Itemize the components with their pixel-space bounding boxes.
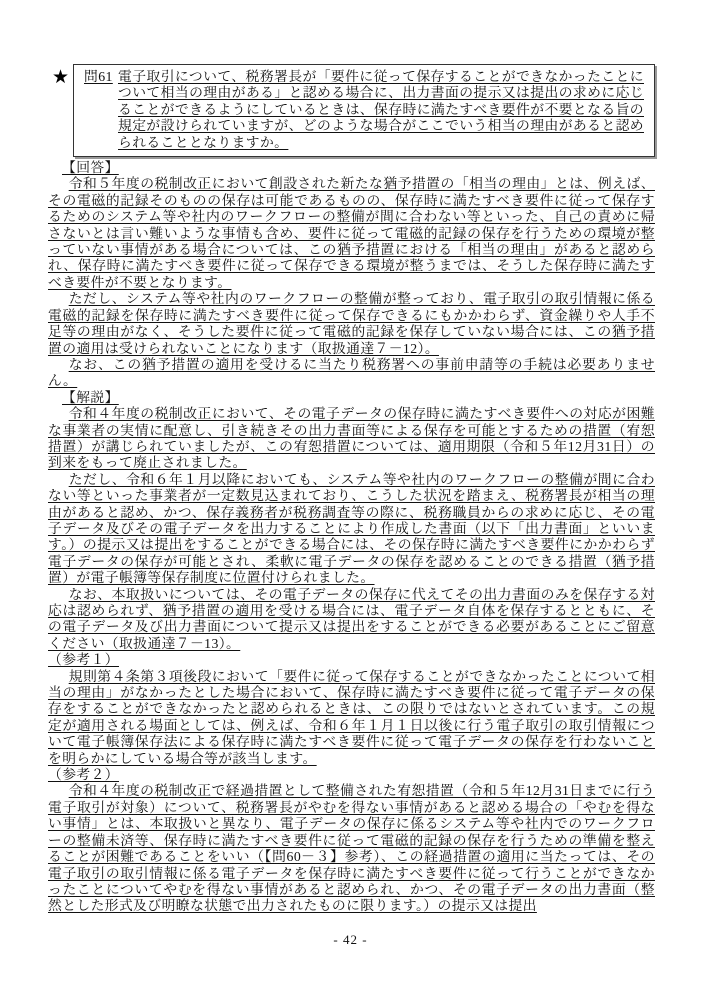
question-number-label: 問61: [84, 69, 113, 84]
answer-paragraph: なお、この猶予措置の適用を受けるに当たり税務署への事前申請等の手続は必要ありません。: [48, 356, 655, 389]
document-content: [48, 64, 655, 915]
question-box: [73, 64, 655, 157]
explanation-section: [48, 390, 655, 915]
reference1-text: 規則第４条第３項後段において「要件に従って保存することができなかったことについて相当の理由」がなかったとした場合において、保存時に満たすべき要件に従って電子データの保存をすることができなかったと認められるときは、この限りではないとされています。この規定が適用される場面としては、例えば、令和６年１月１日以後に行う電子取引の取引情報について電子帳簿保存法による保存時に満たすべき要件に従って電子データの保存を行わないことを明らかにしている場合等が該当します。: [48, 668, 655, 766]
reference2-label: （参考２）: [48, 767, 119, 783]
answer-section: [48, 160, 655, 390]
answer-heading: 【回答】: [62, 160, 119, 176]
answer-paragraph: 令和５年度の税制改正において創設された新たな猶予措置の「相当の理由」とは、例えば、その電磁的記録そのものの保存は可能であるものの、保存時に満たすべき要件に従って保存するためのシステム等や社内のワークフローの整備が間に合わない等といった、自己の責めに帰さないとは言い難いような事情も含め、要件に従って電磁的記録の保存を行うための環境が整っていない事情がある場合については、この猶予措置における「相当の理由」があると認められ、保存時に満たすべき要件に従って保存できる環境が整うまでは、そうした保存時に満たすべき要件が不要となります。: [48, 176, 655, 290]
reference2-text: 令和４年度の税制改正で経過措置として整備された宥恕措置（令和５年12月31日までに行う電子取引が対象）について、税務署長がやむを得ない事情があると認める場合の「やむを得ない事情」とは、本取扱いと異なり、電子データの保存に係るシステム等や社内でのワークフローの整備未済等、保存時に満たすべき要件に従って電磁的記録の保存を行うための準備を整えることが困難であることをいい（【問60－３】参考）、この経過措置の適用に当たっては、その電子取引の取引情報に係る電子データを保存時に満たすべき要件に従って行うことができなかったことについてやむを得ない事情があると認められ、かつ、その電子データの出力書面（整然とした形式及び明瞭な状態で出力されたものに限ります。）の提示又は提出: [48, 783, 655, 914]
explanation-paragraph: 令和４年度の税制改正において、その電子データの保存時に満たすべき要件への対応が困難な事業者の実情に配意し、引き続きその出力書面等による保存を可能とするための措置（宥恕措置）が講じられていましたが、この宥恕措置については、適用期限（令和５年12月31日）の到来をもって廃止されました。: [48, 406, 655, 471]
question-text: 電子取引について、税務署長が「要件に従って保存することができなかったことについて相当の理由がある」と認める場合に、出力書面の提示又は提出の求めに応じることができるようにしているときは、保存時に満たすべき要件が不要となる旨の規定が設けられていますが、どのような場合がここでいう相当の理由があると認められることとなりますか。: [118, 69, 644, 150]
explanation-heading: 【解説】: [62, 389, 119, 405]
explanation-paragraph: ただし、令和６年１月以降においても、システム等や社内のワークフローの整備が間に合わない等といった事業者が一定数見込まれており、こうした状況を踏まえ、税務署長が相当の理由があると認め、かつ、保存義務者が税務調査等の際に、税務職員からの求めに応じ、その電子データ及びその電子データを出力することにより作成した書面（以下「出力書面」といいます。）の提示又は提出をすることができる場合には、その保存時に満たすべき要件にかかわらず電子データの保存が可能とされ、柔軟に電子データの保存を認めることのできる措置（猶予措置）が電子帳簿等保存制度に位置付けられました。: [48, 471, 655, 586]
explanation-paragraph: なお、本取扱いについては、その電子データの保存に代えてその出力書面のみを保存する対応は認められず、猶予措置の適用を受ける場合には、電子データ自体を保存するとともに、その電子データ及び出力書面について提示又は提出をすることができる必要があることにご留意ください（取扱通達７－13）。: [48, 586, 655, 651]
answer-paragraph: ただし、システム等や社内のワークフローの整備が整っており、電子取引の取引情報に係る電磁的記録を保存時に満たすべき要件に従って保存できるにもかかわらず、資金繰りや人手不足等の理由がなく、そうした要件に従って電磁的記録を保存していない場合には、この猶予措置の適用は受けられないことになります（取扱通達７－12）。: [48, 291, 655, 356]
question-section: [48, 64, 655, 157]
page-number: - 42 -: [333, 932, 368, 947]
star-icon: ★: [52, 67, 70, 88]
reference1-label: （参考１）: [48, 652, 119, 668]
